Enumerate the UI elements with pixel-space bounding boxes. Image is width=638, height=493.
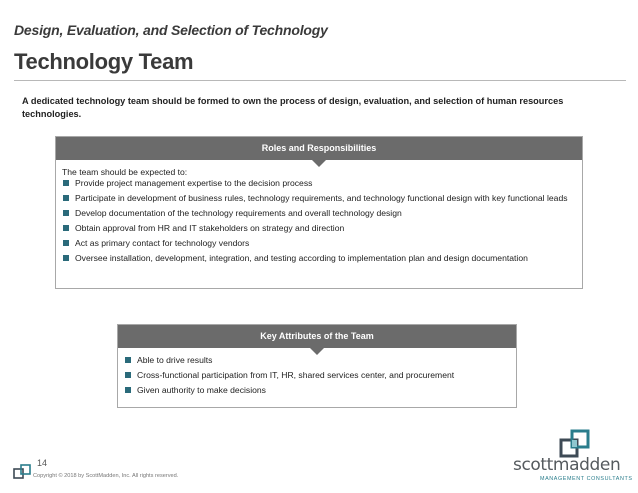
- square-bullet-icon: [125, 372, 131, 378]
- square-bullet-icon: [63, 195, 69, 201]
- mini-logo-icon: [13, 463, 33, 481]
- list-item: [62, 253, 576, 263]
- list-item-text: Act as primary contact for technology vendors: [75, 238, 250, 249]
- square-bullet-icon: [63, 240, 69, 246]
- list-item: [124, 385, 510, 395]
- list-item-text: Able to drive results: [137, 355, 213, 365]
- list-item-text: Given authority to make decisions: [137, 385, 266, 395]
- list-item-text: Obtain approval from HR and IT stakeholders on strategy and direction: [75, 223, 345, 234]
- roles-panel-body: [56, 160, 582, 274]
- copyright-text: Copyright © 2018 by ScottMadden, Inc. All rights reserved.: [33, 473, 179, 479]
- list-item: [62, 238, 576, 248]
- square-bullet-icon: [63, 180, 69, 186]
- roles-list: [62, 178, 576, 263]
- square-bullet-icon: [63, 255, 69, 261]
- list-item-text: Develop documentation of the technology requirements and overall technology design: [75, 208, 402, 219]
- roles-panel: [55, 136, 583, 289]
- roles-lead: The team should be expected to:: [62, 167, 188, 177]
- intro-text: A dedicated technology team should be formed to own the process of design, evaluation, and selection of human resources technologies.: [22, 96, 564, 119]
- title-divider: [14, 80, 626, 81]
- list-item-text: Participate in development of business rules, technology requirements, and technology functional design with key functional leads: [75, 193, 568, 204]
- page-title: Technology Team: [14, 49, 194, 74]
- company-logo-subtitle: MANAGEMENT CONSULTANTS: [540, 476, 633, 482]
- square-bullet-icon: [63, 210, 69, 216]
- attributes-panel-body: [118, 348, 516, 406]
- list-item: [62, 178, 576, 188]
- page-number: 14: [37, 458, 48, 468]
- list-item: [62, 208, 576, 218]
- square-bullet-icon: [125, 387, 131, 393]
- square-bullet-icon: [125, 357, 131, 363]
- roles-panel-heading: Roles and Responsibilities: [56, 137, 582, 160]
- list-item-text: Provide project management expertise to the decision process: [75, 178, 313, 189]
- list-item: [124, 355, 510, 365]
- attributes-list: [124, 355, 510, 395]
- list-item: [62, 193, 576, 203]
- list-item-text: Cross-functional participation from IT, HR, shared services center, and procurement: [137, 370, 455, 380]
- list-item: [124, 370, 510, 380]
- company-logo-text: scottmadden: [513, 455, 621, 475]
- list-item-text: Oversee installation, development, integration, and testing according to implementation plan and design documentation: [75, 253, 528, 264]
- square-bullet-icon: [63, 225, 69, 231]
- section-kicker: Design, Evaluation, and Selection of Technology: [14, 22, 328, 38]
- list-item: [62, 223, 576, 233]
- attributes-panel-heading: Key Attributes of the Team: [118, 325, 516, 348]
- attributes-panel: [117, 324, 517, 408]
